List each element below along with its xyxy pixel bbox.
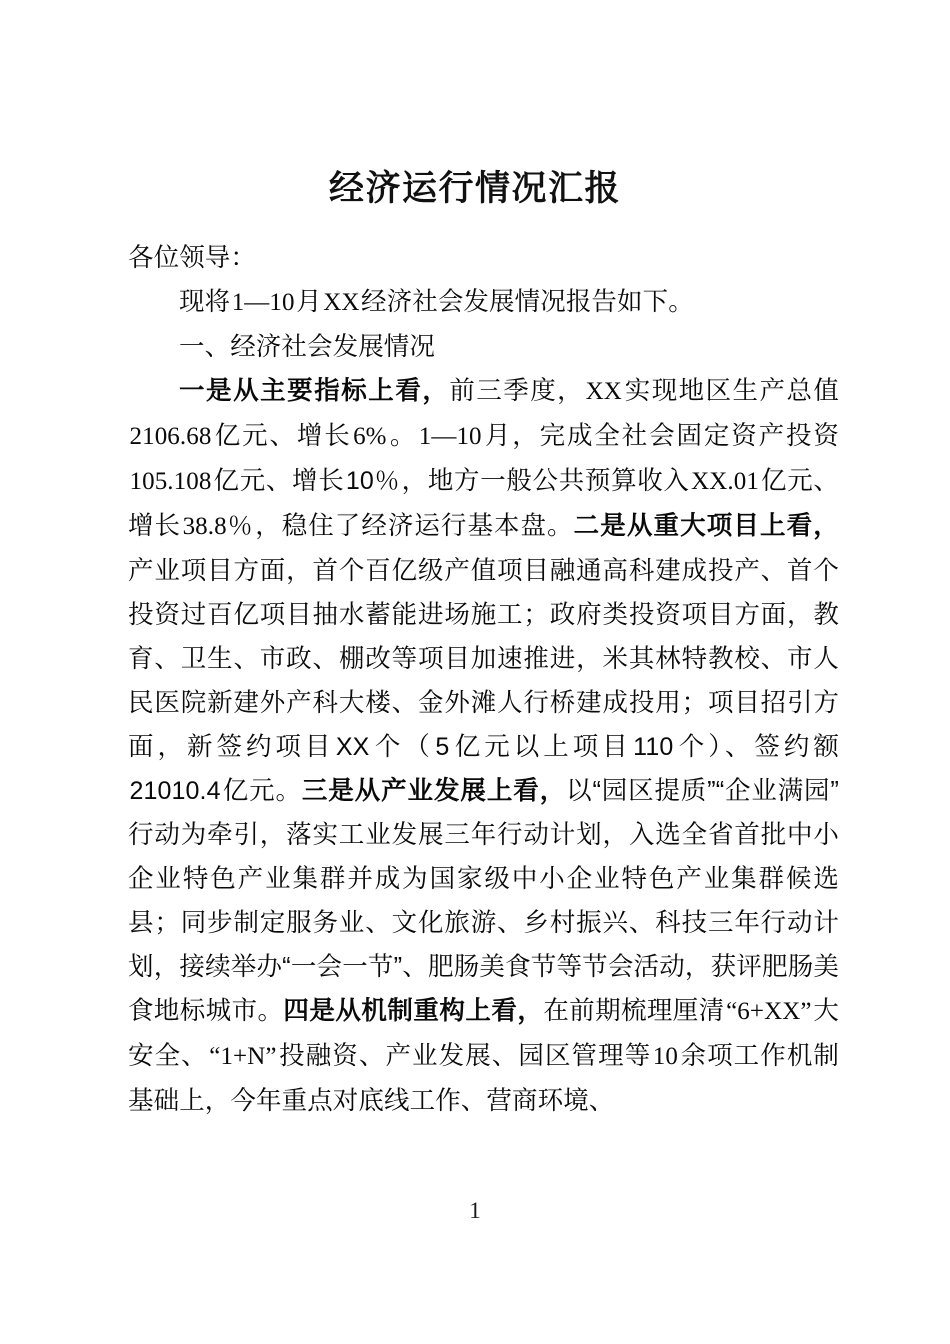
intro-month: 月 [296,288,322,316]
p-t2e: 亿元。 [222,777,302,805]
p-t4c: 投融资、产业发展、园区管理等 [278,1042,652,1070]
p-t4d: 余项工作机制基础上，今年重点对底线工作、营商环境、 [128,1042,840,1115]
p-t2c: 亿元以上项目 [450,733,632,761]
p-t1c: 亿元、增长 [212,422,352,450]
p-t1i: ，稳住了经济运行基本盘。 [255,512,574,540]
page-number: 1 [469,1198,481,1223]
large-projects-count: 110 [633,733,674,761]
p-t4a: 在前期梳理厘清 [543,997,725,1025]
signed-amount: 21010.4 [129,777,221,805]
p-t3a: 以“园区提质”“企业满园”行动为牵引，落实工业发展三年行动计划，入选全省首批中小企业特色产业集群并成为国家级中小企业特色产业集群候选县；同步制定服务业、文化旅游、乡村振兴、科技三年行动计划，接续举办“一会一节”、肥肠美食节等节会活动，获评肥肠美食地标城市。 [128,777,839,1025]
mechanism-label-six: “6+XX” [726,998,812,1025]
p-t1h: 亿元、增长 [128,467,839,540]
intro-suffix: 经济社会发展情况报告如下。 [361,288,694,316]
intro-prefix: 现将 [179,288,231,316]
investment-growth: 10％ [345,467,401,495]
gdp-value: 2106.68 [129,423,212,450]
threshold-amount: 5 [435,733,450,761]
salutation-text: 各位领导： [128,244,257,272]
subheading-two: 二是从重大项目上看， [573,512,839,540]
p-t1e: 月，完成全社会固定资产投资 [483,422,839,450]
p-t2a: 产业项目方面，首个百亿级产值项目融通高科建成投产、首个投资过百亿项目抽水蓄能进场施工；政府类投资项目方面，教育、卫生、市政、棚改等项目加速推进，米其林特教校、市人民医院新建外产科大楼、金外滩人行桥建成投用；项目招引方面，新签约项目 [128,557,839,761]
budget-revenue-value: XX.01 [691,468,759,495]
p-t1g: ，地方一般公共预算收入 [401,467,690,495]
p-t2d: 个）、签约额 [674,733,839,761]
budget-revenue-growth: 38.8％ [182,513,254,540]
p-t1d: 。 [388,422,418,450]
section-heading-text: 一、经济社会发展情况 [179,333,436,361]
mechanism-count: 10 [652,1043,678,1070]
subheading-three: 三是从产业发展上看， [301,777,567,805]
mechanism-label-one-n: “1+N” [209,1043,277,1070]
p-t4b: 大安全、 [128,997,839,1070]
p-t1f: 亿元、增长 [212,467,345,495]
gdp-growth: 6% [353,423,387,450]
page-title: 经济运行情况汇报 [328,169,621,209]
subheading-one: 一是从主要指标上看， [179,377,450,405]
p-t2b: 个（ [370,733,434,761]
document-body [128,236,839,1123]
p-n1d: 1—10 [418,423,482,450]
section-heading [128,325,839,369]
intro-paragraph [128,280,839,325]
intro-date-range: 1—10 [231,289,295,316]
main-paragraph [128,369,839,1123]
salutation-line [128,236,839,280]
investment-value: 105.108 [129,468,212,495]
p-t1a: 前三季度， [449,377,585,405]
p-t1b: 实现地区生产总值 [623,377,839,405]
p-n1a: XX [585,378,622,405]
intro-entity: XX [323,289,360,316]
signed-projects-count: XX [335,733,370,761]
subheading-four: 四是从机制重构上看， [283,997,544,1025]
